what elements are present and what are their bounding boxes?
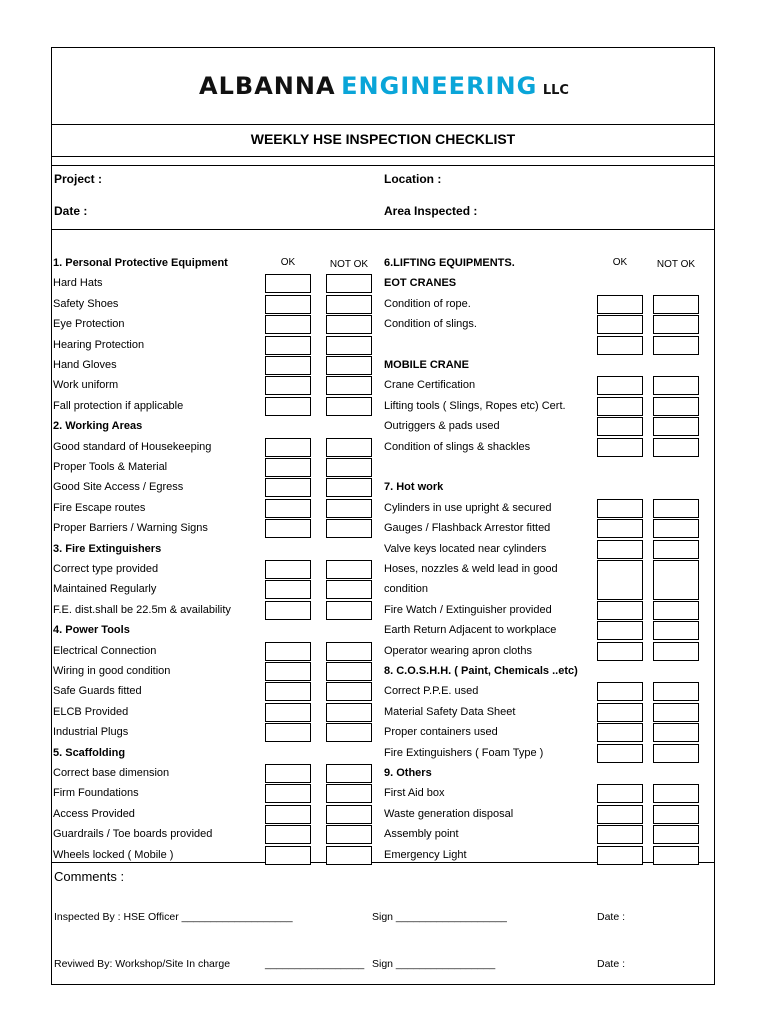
not-ok-checkbox[interactable] (653, 744, 699, 763)
ok-checkbox[interactable] (265, 499, 311, 518)
not-ok-column-header: NOT OK (329, 259, 369, 270)
ok-checkbox[interactable] (265, 274, 311, 293)
checklist-item-label: Wheels locked ( Mobile ) (53, 848, 174, 861)
not-ok-column-header: NOT OK (656, 259, 696, 270)
checklist-item-label: Access Provided (53, 807, 135, 820)
checklist-item-label: Valve keys located near cylinders (384, 542, 547, 555)
checklist-item-label: Eye Protection (53, 318, 125, 331)
not-ok-checkbox[interactable] (326, 846, 372, 865)
ok-checkbox[interactable] (597, 682, 643, 701)
checklist-item-label: Maintained Regularly (53, 583, 157, 596)
ok-checkbox[interactable] (265, 458, 311, 477)
date-label: Date : (54, 204, 88, 218)
not-ok-checkbox[interactable] (326, 336, 372, 355)
ok-checkbox[interactable] (597, 723, 643, 742)
not-ok-checkbox[interactable] (326, 458, 372, 477)
date-line: Date : (597, 911, 626, 923)
ok-checkbox[interactable] (597, 642, 643, 661)
not-ok-checkbox[interactable] (326, 805, 372, 824)
not-ok-checkbox[interactable] (326, 560, 372, 579)
not-ok-checkbox[interactable] (326, 295, 372, 314)
ok-checkbox[interactable] (265, 478, 311, 497)
project-label: Project : (54, 172, 103, 186)
ok-checkbox[interactable] (265, 682, 311, 701)
checklist-item-label: Hearing Protection (53, 338, 145, 351)
ok-checkbox[interactable] (265, 356, 311, 375)
ok-checkbox[interactable] (597, 784, 643, 803)
not-ok-checkbox[interactable] (653, 723, 699, 742)
ok-column-header: OK (280, 257, 296, 268)
not-ok-checkbox[interactable] (326, 315, 372, 334)
reviewed-by-blank: _________________ (265, 958, 365, 970)
checklist-item-label: Firm Foundations (53, 787, 139, 800)
checklist-item-label: Correct type provided (53, 563, 159, 575)
divider (51, 229, 715, 230)
subsection-header: MOBILE CRANE (384, 359, 469, 371)
ok-checkbox[interactable] (265, 642, 311, 661)
checklist-item-label: Operator wearing apron cloths (384, 644, 532, 657)
checklist-item-label: Good Site Access / Egress (53, 481, 184, 494)
checklist-item-label: Material Safety Data Sheet (384, 705, 516, 718)
ok-column-header: OK (612, 257, 628, 268)
inspected-by-line: Inspected By : HSE Officer ___________________ (54, 911, 293, 923)
checklist-item-label: ELCB Provided (53, 705, 129, 718)
section-header: 4. Power Tools (53, 624, 130, 637)
checklist-item-label: Guardrails / Toe boards provided (53, 828, 213, 841)
not-ok-checkbox[interactable] (653, 417, 699, 436)
ok-checkbox[interactable] (265, 315, 311, 334)
checklist-item-label: Fire Escape routes (53, 501, 146, 514)
ok-checkbox[interactable] (265, 723, 311, 742)
checklist-item-label: Industrial Plugs (53, 726, 129, 739)
checklist-item-label: Correct P.P.E. used (384, 685, 479, 698)
checklist-item-label: Proper Tools & Material (53, 461, 168, 473)
ok-checkbox[interactable] (597, 336, 643, 355)
ok-checkbox[interactable] (597, 295, 643, 314)
sign-line: Sign ___________________ (372, 911, 507, 923)
ok-checkbox[interactable] (265, 295, 311, 314)
section-header: 9. Others (384, 767, 432, 779)
not-ok-checkbox[interactable] (326, 519, 372, 538)
not-ok-checkbox[interactable] (326, 642, 372, 661)
ok-checkbox[interactable] (265, 805, 311, 824)
ok-checkbox[interactable] (265, 376, 311, 395)
ok-checkbox[interactable] (597, 560, 643, 600)
checklist-item-label: Condition of slings. (384, 318, 477, 331)
sign-line: Sign _________________ (372, 958, 496, 970)
not-ok-checkbox[interactable] (326, 274, 372, 293)
ok-checkbox[interactable] (265, 846, 311, 865)
ok-checkbox[interactable] (265, 825, 311, 844)
not-ok-checkbox[interactable] (653, 438, 699, 457)
not-ok-checkbox[interactable] (653, 336, 699, 355)
checklist-item-label: Proper containers used (384, 726, 498, 739)
checklist-item-label: F.E. dist.shall be 22.5m & availability (53, 603, 231, 616)
ok-checkbox[interactable] (597, 376, 643, 395)
not-ok-checkbox[interactable] (653, 805, 699, 824)
divider (51, 124, 715, 125)
checklist-item-label: Crane Certification (384, 379, 476, 392)
ok-checkbox[interactable] (597, 805, 643, 824)
not-ok-checkbox[interactable] (653, 315, 699, 334)
ok-checkbox[interactable] (597, 519, 643, 538)
not-ok-checkbox[interactable] (326, 703, 372, 722)
checklist-item-label: Cylinders in use upright & secured (384, 501, 552, 514)
checklist-item-label: Fire Watch / Extinguisher provided (384, 603, 552, 616)
checklist-item-label: First Aid box (384, 787, 445, 800)
ok-checkbox[interactable] (597, 397, 643, 416)
ok-checkbox[interactable] (597, 540, 643, 559)
not-ok-checkbox[interactable] (326, 438, 372, 457)
ok-checkbox[interactable] (265, 438, 311, 457)
ok-checkbox[interactable] (265, 784, 311, 803)
checklist-item-label: Hoses, nozzles & weld lead in good (384, 563, 558, 575)
section-header: 7. Hot work (384, 481, 444, 494)
ok-checkbox[interactable] (597, 703, 643, 722)
area-inspected-label: Area Inspected : (384, 204, 478, 218)
checklist-item-label: Hard Hats (53, 277, 103, 290)
date-line: Date : (597, 958, 626, 970)
ok-checkbox[interactable] (597, 499, 643, 518)
checklist-item-label: Condition of slings & shackles (384, 440, 531, 453)
ok-checkbox[interactable] (597, 825, 643, 844)
checklist-item-label: Lifting tools ( Slings, Ropes etc) Cert. (384, 399, 566, 412)
logo-name: ALBANNA (199, 72, 336, 100)
company-logo (0, 72, 768, 100)
not-ok-checkbox[interactable] (326, 580, 372, 599)
checklist-item-label: condition (384, 583, 429, 596)
checklist-item-label: Hand Gloves (53, 359, 117, 371)
not-ok-checkbox[interactable] (326, 499, 372, 518)
location-label: Location : (384, 172, 442, 186)
ok-checkbox[interactable] (597, 417, 643, 436)
ok-checkbox[interactable] (265, 580, 311, 599)
checklist-item-label: Emergency Light (384, 848, 467, 861)
ok-checkbox[interactable] (597, 315, 643, 334)
ok-checkbox[interactable] (597, 846, 643, 865)
checklist-item-label: Correct base dimension (53, 767, 170, 779)
not-ok-checkbox[interactable] (326, 397, 372, 416)
logo-engineering: ENGINEERING (341, 72, 538, 100)
ok-checkbox[interactable] (265, 764, 311, 783)
not-ok-checkbox[interactable] (653, 682, 699, 701)
page-title: WEEKLY HSE INSPECTION CHECKLIST (250, 131, 516, 147)
not-ok-checkbox[interactable] (653, 642, 699, 661)
section-header: 6.LIFTING EQUIPMENTS. (384, 257, 515, 269)
not-ok-checkbox[interactable] (653, 601, 699, 620)
checklist-item-label: Work uniform (53, 379, 119, 392)
not-ok-checkbox[interactable] (653, 703, 699, 722)
checklist-item-label: Outriggers & pads used (384, 420, 500, 433)
not-ok-checkbox[interactable] (653, 499, 699, 518)
ok-checkbox[interactable] (265, 601, 311, 620)
not-ok-checkbox[interactable] (653, 825, 699, 844)
comments-label: Comments : (54, 869, 125, 884)
ok-checkbox[interactable] (265, 662, 311, 681)
not-ok-checkbox[interactable] (326, 601, 372, 620)
not-ok-checkbox[interactable] (653, 519, 699, 538)
checklist-item-label: Earth Return Adjacent to workplace (384, 624, 557, 637)
not-ok-checkbox[interactable] (653, 295, 699, 314)
checklist-item-label: Gauges / Flashback Arrestor fitted (384, 522, 551, 535)
divider (51, 156, 715, 157)
not-ok-checkbox[interactable] (326, 376, 372, 395)
ok-checkbox[interactable] (597, 744, 643, 763)
checklist-item-label: Safe Guards fitted (53, 685, 142, 698)
checklist-item-label: Fire Extinguishers ( Foam Type ) (384, 746, 544, 759)
checklist-item-label: Wiring in good condition (53, 665, 171, 677)
section-header: 1. Personal Protective Equipment (53, 257, 228, 269)
checklist-item-label: Proper Barriers / Warning Signs (53, 522, 208, 535)
not-ok-checkbox[interactable] (653, 784, 699, 803)
not-ok-checkbox[interactable] (326, 662, 372, 681)
not-ok-checkbox[interactable] (653, 376, 699, 395)
section-header: 5. Scaffolding (53, 746, 126, 759)
not-ok-checkbox[interactable] (653, 846, 699, 865)
not-ok-checkbox[interactable] (326, 478, 372, 497)
not-ok-checkbox[interactable] (326, 825, 372, 844)
section-header: 3. Fire Extinguishers (53, 542, 162, 555)
ok-checkbox[interactable] (597, 621, 643, 640)
ok-checkbox[interactable] (265, 336, 311, 355)
not-ok-checkbox[interactable] (326, 356, 372, 375)
ok-checkbox[interactable] (597, 601, 643, 620)
section-header: 2. Working Areas (53, 420, 143, 433)
not-ok-checkbox[interactable] (326, 764, 372, 783)
section-header: 8. C.O.S.H.H. ( Paint, Chemicals ..etc) (384, 665, 578, 677)
not-ok-checkbox[interactable] (653, 397, 699, 416)
checklist-item-label: Good standard of Housekeeping (53, 440, 212, 453)
checklist-item-label: Electrical Connection (53, 644, 157, 657)
reviewed-by-line: Reviwed By: Workshop/Site In charge (54, 958, 231, 970)
ok-checkbox[interactable] (265, 560, 311, 579)
not-ok-checkbox[interactable] (653, 621, 699, 640)
ok-checkbox[interactable] (597, 438, 643, 457)
not-ok-checkbox[interactable] (326, 682, 372, 701)
checklist-item-label: Safety Shoes (53, 297, 119, 310)
not-ok-checkbox[interactable] (653, 560, 699, 600)
logo-llc: LLC (542, 83, 569, 98)
checklist-item-label: Fall protection if applicable (53, 399, 184, 412)
ok-checkbox[interactable] (265, 703, 311, 722)
checklist-item-label: Condition of rope. (384, 297, 471, 310)
checklist-item-label: Assembly point (384, 828, 459, 841)
subsection-header: EOT CRANES (384, 277, 457, 290)
not-ok-checkbox[interactable] (653, 540, 699, 559)
ok-checkbox[interactable] (265, 519, 311, 538)
checklist-item-label: Waste generation disposal (384, 807, 514, 820)
not-ok-checkbox[interactable] (326, 784, 372, 803)
divider (51, 165, 715, 166)
not-ok-checkbox[interactable] (326, 723, 372, 742)
ok-checkbox[interactable] (265, 397, 311, 416)
